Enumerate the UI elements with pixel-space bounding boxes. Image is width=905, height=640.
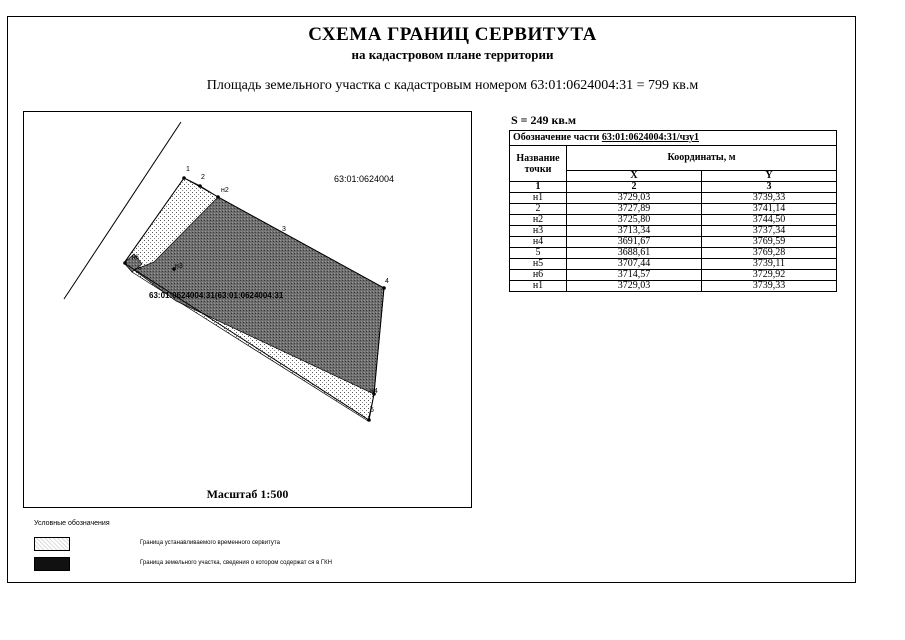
- point-label: 2: [201, 174, 205, 181]
- coordinates-table: [509, 130, 837, 292]
- col-x: X: [567, 171, 702, 182]
- point-label: н4: [370, 388, 378, 395]
- servitude-area-value: S = 249 кв.м: [511, 113, 577, 127]
- col-y: Y: [701, 171, 836, 182]
- table-row: н5 3707,44 3739,11: [510, 259, 837, 270]
- table-row: н1 3729,03 3739,33: [510, 193, 837, 204]
- block-label: 63:01:0624004: [334, 174, 395, 184]
- point-marker: [198, 184, 202, 188]
- point-marker: [367, 418, 371, 422]
- parcel-label: 63:01:0624004:31(63:01:0624004:31: [149, 291, 284, 300]
- map-panel: [23, 111, 472, 508]
- col-number: 3: [701, 182, 836, 193]
- point-label: н2: [221, 187, 229, 194]
- cadastral-map: [24, 112, 471, 507]
- table-row: н1 3729,03 3739,33: [510, 281, 837, 292]
- point-marker: [182, 176, 186, 180]
- point-label: 5: [370, 407, 374, 414]
- dotted-swatch: [34, 537, 70, 551]
- area-statement: Площадь земельного участка с кадастровым номером 63:01:0624004:31 = 799 кв.м: [206, 78, 699, 93]
- table-row: н4 3691,67 3769,59: [510, 237, 837, 248]
- map-scale: Масштаб 1:500: [206, 487, 289, 501]
- point-label: 3: [282, 226, 286, 233]
- point-label: н6: [132, 255, 139, 261]
- col-point-name: Название точки: [510, 146, 567, 182]
- page-subtitle: на кадастровом плане территории: [351, 47, 554, 62]
- point-label: н3: [175, 263, 183, 270]
- point-label: 1: [186, 166, 190, 173]
- table-row: н3 3713,34 3737,34: [510, 226, 837, 237]
- legend-title: Условные обозначения: [34, 520, 110, 527]
- table-row: 2 3727,89 3741,14: [510, 204, 837, 215]
- point-marker: [216, 195, 220, 199]
- point-marker: [123, 261, 127, 265]
- dark-swatch: [34, 557, 70, 571]
- table-row: 5 3688,61 3769,28: [510, 248, 837, 259]
- page-title: СХЕМА ГРАНИЦ СЕРВИТУТА: [308, 24, 597, 45]
- table-row: н6 3714,57 3729,92: [510, 270, 837, 281]
- col-number: 2: [567, 182, 702, 193]
- col-coordinates: Координаты, м: [567, 146, 837, 171]
- col-number: 1: [510, 182, 567, 193]
- point-label: 6: [138, 266, 142, 272]
- table-row: н2 3725,80 3744,50: [510, 215, 837, 226]
- point-marker: [382, 286, 386, 290]
- legend-text: Граница земельного участка, сведения о котором содержат ся в ГКН: [140, 560, 333, 566]
- part-designation: Обозначение части 63:01:0624004:31/чзу1: [510, 131, 837, 146]
- legend-text: Граница устанавливаемого временного сервитута: [140, 540, 280, 546]
- point-label: 4: [385, 278, 389, 285]
